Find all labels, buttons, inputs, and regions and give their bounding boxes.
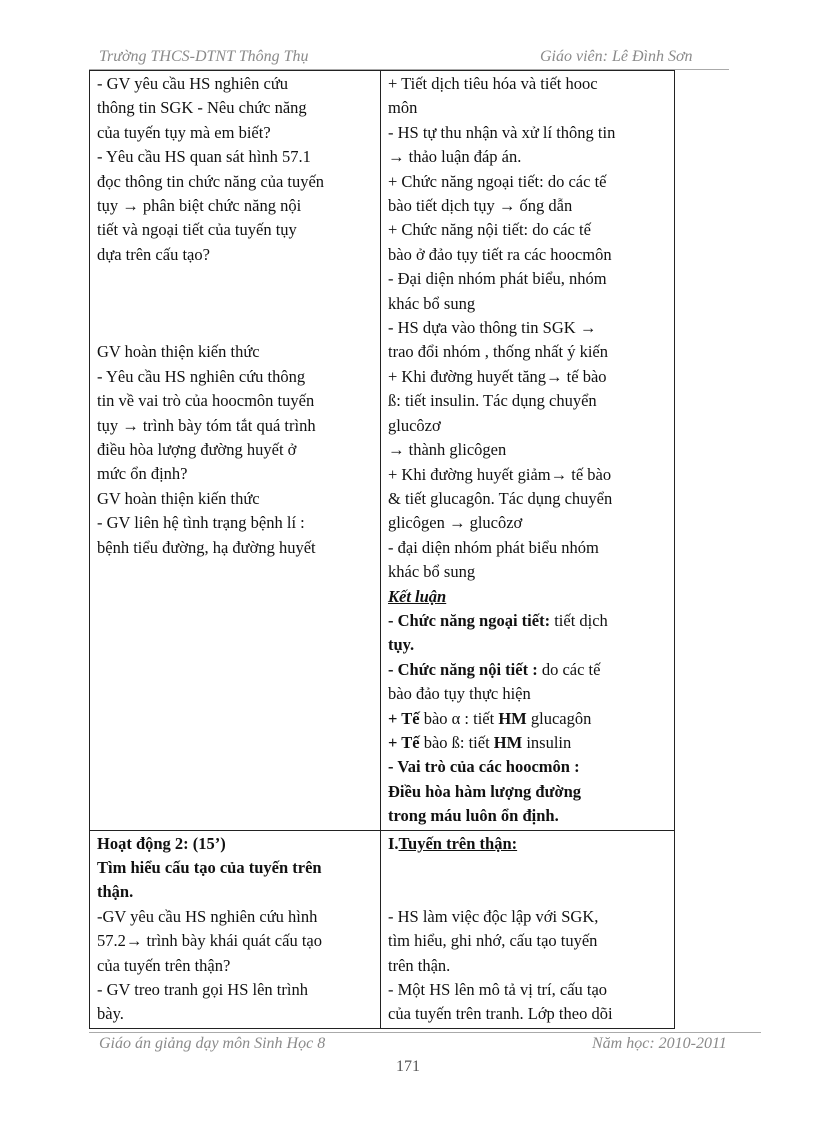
text-line: trao đổi nhóm , thống nhất ý kiến bbox=[388, 342, 608, 362]
conclusion-line bbox=[388, 731, 669, 755]
conclusion-line: tụy. bbox=[388, 635, 415, 655]
text-line: bào ở đảo tụy tiết ra các hoocmôn bbox=[388, 244, 612, 264]
section-prefix: I. bbox=[388, 833, 399, 853]
conclusion-line bbox=[388, 609, 669, 633]
table-row bbox=[90, 71, 675, 831]
section-title: Tuyến trên thận: bbox=[398, 833, 518, 853]
text-line: - HS làm việc độc lập với SGK, bbox=[388, 906, 599, 926]
text-line: & tiết glucagôn. Tác dụng chuyển bbox=[388, 488, 613, 508]
text-line: trên thận. bbox=[388, 955, 451, 975]
text-line: bào tiết dịch tụy → ống dẫn bbox=[388, 196, 573, 216]
text-line: khác bổ sung bbox=[388, 562, 476, 582]
text-line: thông tin SGK - Nêu chức năng bbox=[97, 98, 307, 118]
conclusion-line: bào đảo tụy thực hiện bbox=[388, 684, 531, 704]
text-line: mức ổn định? bbox=[97, 464, 188, 484]
text-line: ß: tiết insulin. Tác dụng chuyển bbox=[388, 391, 597, 411]
activity-heading: Hoạt động 2: (15’) bbox=[97, 833, 226, 853]
conclusion-label: - Chức năng nội tiết : bbox=[388, 659, 538, 679]
conclusion-text: bào ß: tiết bbox=[419, 732, 494, 752]
footer-subject: Giáo án giảng dạy môn Sinh Học 8 bbox=[99, 1035, 326, 1052]
conclusion-line: - Vai trò của các hoocmôn : bbox=[388, 757, 580, 777]
text-line: bày. bbox=[97, 1004, 124, 1024]
footer-year: Năm học: 2010-2011 bbox=[592, 1035, 727, 1052]
conclusion-label: - Chức năng ngoại tiết: bbox=[388, 610, 551, 630]
text-line: của tuyến tụy mà em biết? bbox=[97, 122, 271, 142]
text-line: của tuyến trên tranh. Lớp theo dõi bbox=[388, 1004, 613, 1024]
text-line: glucôzơ bbox=[388, 415, 441, 435]
conclusion-label: + Tế bbox=[388, 708, 420, 728]
table-row bbox=[90, 830, 675, 1028]
text-line: 57.2→ trình bày khái quát cấu tạo bbox=[97, 931, 322, 951]
text-line: - Một HS lên mô tả vị trí, cấu tạo bbox=[388, 980, 608, 999]
activity-topic: Tìm hiểu cấu tạo của tuyến trên bbox=[97, 858, 322, 877]
text-line: GV hoàn thiện kiến thức bbox=[97, 488, 260, 508]
text-line: + Khi đường huyết giảm→ tế bào bbox=[388, 464, 612, 484]
text-line: + Tiết dịch tiêu hóa và tiết hooc bbox=[388, 74, 598, 93]
text-line: - Đại diện nhóm phát biểu, nhóm bbox=[388, 269, 607, 289]
row1-right-cell bbox=[381, 71, 675, 831]
text-line: của tuyến trên thận? bbox=[97, 955, 231, 975]
header-teacher: Giáo viên: Lê Đình Sơn bbox=[540, 48, 693, 65]
text-line: - GV yêu cầu HS nghiên cứu bbox=[97, 74, 289, 93]
conclusion-text: tiết dịch bbox=[550, 610, 608, 630]
lesson-table bbox=[89, 70, 675, 1029]
text-line: - Yêu cầu HS nghiên cứu thông bbox=[97, 366, 306, 386]
text-line: + Chức năng ngoại tiết: do các tế bbox=[388, 171, 607, 191]
hormone-abbr: HM bbox=[498, 708, 527, 728]
text-line: + Chức năng nội tiết: do các tế bbox=[388, 220, 591, 240]
header-school: Trường THCS-DTNT Thông Thụ bbox=[99, 48, 309, 65]
row1-left-cell bbox=[90, 71, 381, 831]
conclusion-line bbox=[388, 707, 669, 731]
text-line: GV hoàn thiện kiến thức bbox=[97, 342, 260, 362]
text-line: môn bbox=[388, 98, 418, 118]
text-line: khác bổ sung bbox=[388, 293, 476, 313]
text-line: tụy → trình bày tóm tắt quá trình bbox=[97, 415, 316, 435]
conclusion-text: do các tế bbox=[537, 659, 601, 679]
text-line: → thảo luận đáp án. bbox=[388, 147, 522, 167]
text-line: - đại diện nhóm phát biểu nhóm bbox=[388, 537, 599, 557]
text-line: - GV treo tranh gọi HS lên trình bbox=[97, 980, 308, 1000]
hormone-abbr: HM bbox=[493, 732, 523, 752]
conclusion-title: Kết luận bbox=[388, 586, 447, 606]
section-heading bbox=[388, 832, 669, 856]
row2-left-cell bbox=[90, 830, 381, 1028]
text-line: - GV liên hệ tình trạng bệnh lí : bbox=[97, 513, 305, 533]
conclusion-line: Điều hòa hàm lượng đường bbox=[388, 781, 582, 801]
conclusion-text: insulin bbox=[522, 732, 572, 752]
text-line: điều hòa lượng đường huyết ở bbox=[97, 440, 297, 460]
text-line: - Yêu cầu HS quan sát hình 57.1 bbox=[97, 147, 311, 167]
text-line: - HS dựa vào thông tin SGK → bbox=[388, 318, 597, 338]
text-line: - HS tự thu nhận và xử lí thông tin bbox=[388, 122, 616, 142]
row2-right-cell bbox=[381, 830, 675, 1028]
conclusion-text: glucagôn bbox=[526, 708, 592, 728]
text-line: tiết và ngoại tiết của tuyến tụy bbox=[97, 220, 297, 240]
text-line: tụy → phân biệt chức năng nội bbox=[97, 196, 302, 216]
conclusion-line: trong máu luôn ổn định. bbox=[388, 806, 559, 826]
conclusion-label: + Tế bbox=[388, 732, 420, 752]
text-line: dựa trên cấu tạo? bbox=[97, 244, 210, 264]
text-line: glicôgen → glucôzơ bbox=[388, 513, 523, 533]
text-line: đọc thông tin chức năng của tuyến bbox=[97, 171, 325, 191]
text-line: tìm hiểu, ghi nhớ, cấu tạo tuyến bbox=[388, 931, 598, 951]
conclusion-text: bào α : tiết bbox=[419, 708, 499, 728]
text-line: -GV yêu cầu HS nghiên cứu hình bbox=[97, 906, 318, 926]
text-line: + Khi đường huyết tăng→ tế bào bbox=[388, 366, 607, 386]
activity-topic: thận. bbox=[97, 882, 134, 902]
text-line: → thành glicôgen bbox=[388, 440, 507, 460]
text-line: bệnh tiểu đường, hạ đường huyết bbox=[97, 537, 316, 557]
page-number: 171 bbox=[396, 1058, 420, 1075]
footer-divider bbox=[89, 1032, 761, 1033]
text-line: tin về vai trò của hoocmôn tuyến bbox=[97, 391, 315, 411]
conclusion-line bbox=[388, 658, 669, 682]
